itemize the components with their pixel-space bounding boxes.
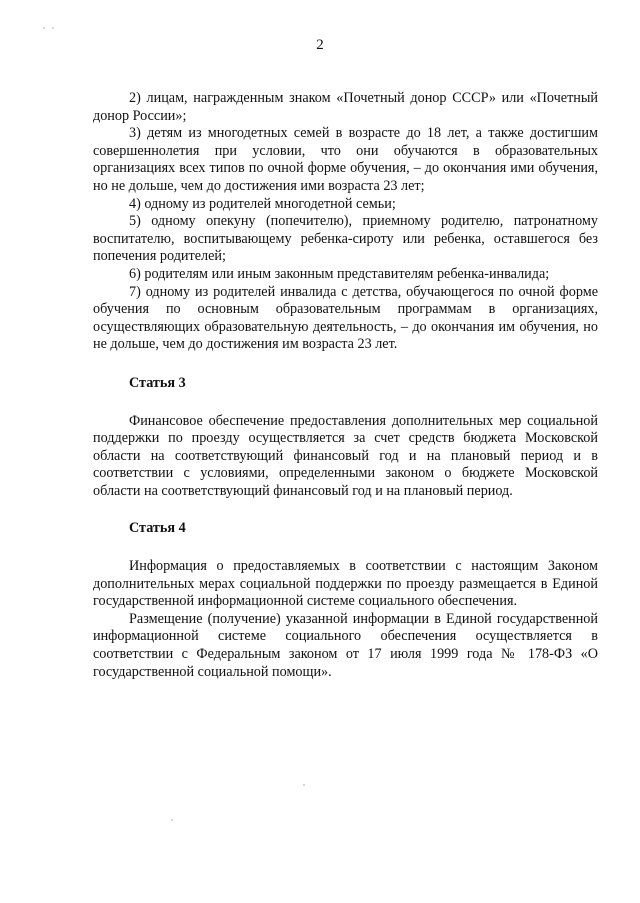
article-3-paragraph: Финансовое обеспечение предоставления дополнительных мер социальной поддержки по проезду осуществляется за счет средств бюджета Московской области на соответствующий финансовый год и на плановый период и в соответствии с условиями, определенными законом о бюджете Московской области на соответствующий финансовый год и на плановый период.	[93, 412, 598, 499]
article-4-heading: Статья 4	[129, 520, 186, 537]
list-item-3: 3) детям из многодетных семей в возрасте до 18 лет, а также достигшим совершеннолетия при условии, что они обучаются в образовательных организациях всех типов по очной форме обучения, – до окончания ими обучения, но не дольше, чем до достижения ими возраста 23 лет;	[93, 125, 598, 194]
list-item-7: 7) одному из родителей инвалида с детства, обучающегося по очной форме обучения по основным образовательным программам в организациях, осуществляющих образовательную деятельность, – до окончания им обучения, но не дольше, чем до достижения им возраста 23 лет.	[93, 283, 598, 353]
page-number: 2	[316, 37, 324, 53]
scan-speck	[303, 784, 305, 786]
list-item-5: 5) одному опекуну (попечителю), приемному родителю, патронатному воспитателю, воспитывающему ребенка-сироту или ребенка, оставшегося без попечения родителей;	[93, 213, 598, 265]
list-item-4: 4) одному из родителей многодетной семьи;	[129, 195, 396, 212]
article-3-heading: Статья 3	[129, 374, 186, 391]
document-body	[93, 90, 598, 681]
article-4-paragraph-2: Размещение (получение) указанной информации в Единой государственной информационной системе социального обеспечения осуществляется в соответствии с Федеральным законом от 17 июля 1999 года № 178-ФЗ «О государственной социальной помощи».	[93, 610, 598, 680]
scan-speck	[43, 27, 45, 29]
scan-speck	[52, 27, 54, 29]
scan-speck	[171, 819, 173, 821]
list-item-2: 2) лицам, награжденным знаком «Почетный донор СССР» или «Почетный донор России»;	[93, 90, 598, 124]
article-4-paragraph-1: Информация о предоставляемых в соответствии с настоящим Законом дополнительных мерах социальной поддержки по проезду размещается в Единой государственной информационной системе социального обеспечения.	[93, 558, 598, 610]
list-item-6: 6) родителям или иным законным представителям ребенка-инвалида;	[129, 265, 550, 282]
